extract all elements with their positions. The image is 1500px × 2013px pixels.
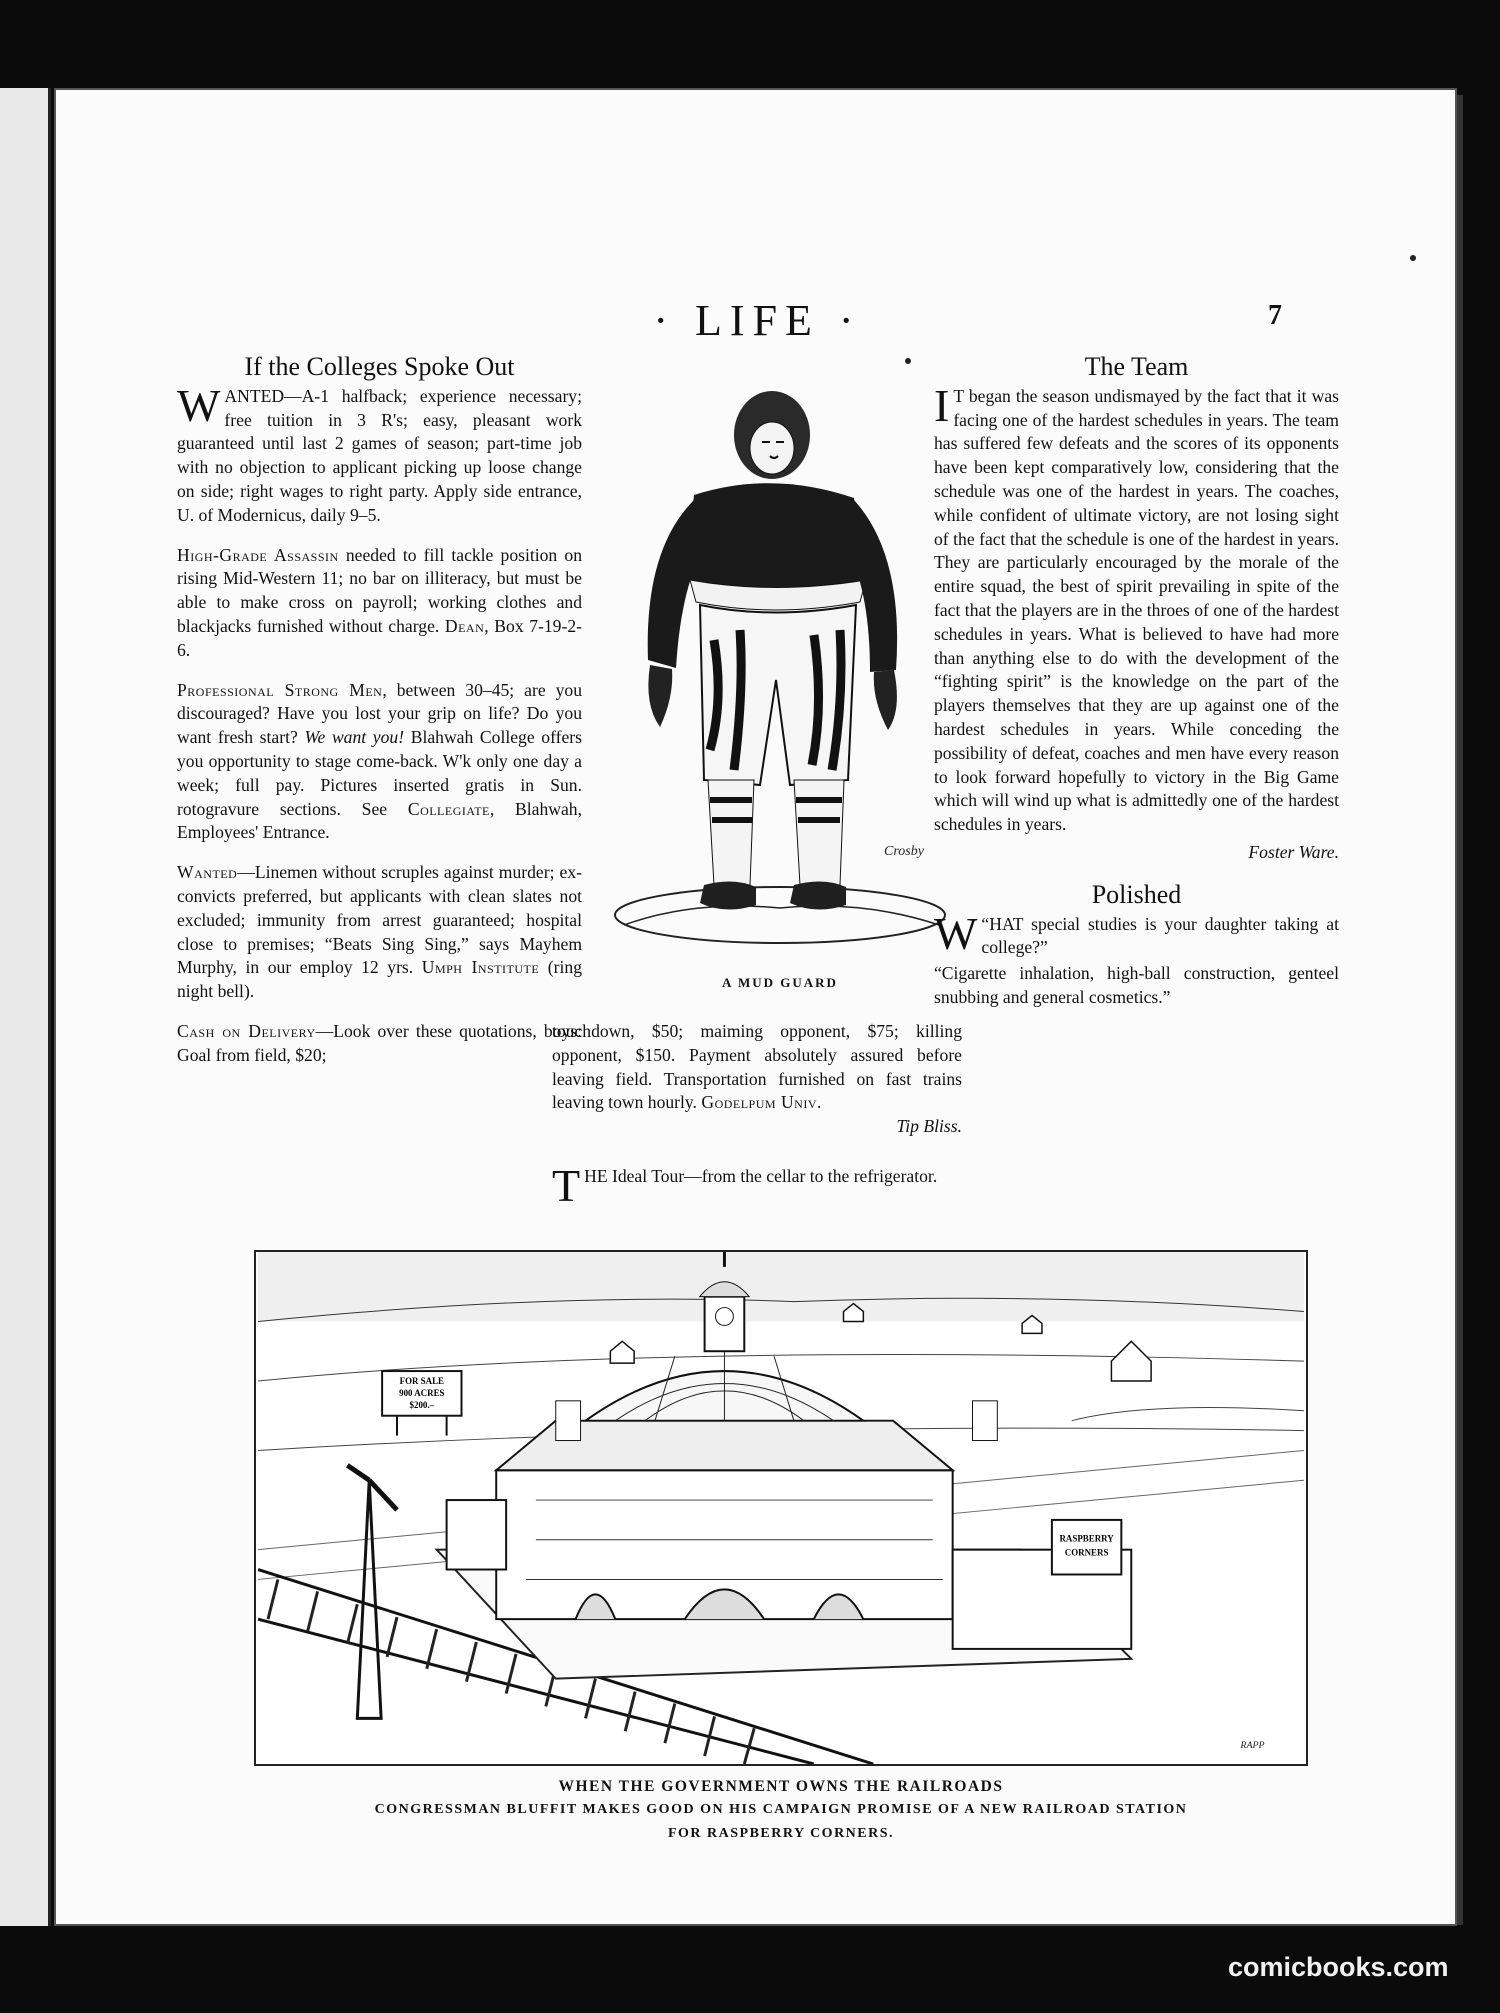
dropcap: W [177,379,221,431]
railroad-station-illustration [254,1250,1308,1766]
station-sign-line2: CORNERS [1064,1547,1109,1558]
ad-strongmen-text2: Blahwah College offers you opportunity to stage come-back. W'k only one day a week; full pay. Pictures inserted gratis in Sun. rotogravure sections. See [177,727,583,819]
polished-answer: “Cigarette inhalation, high-ball construction, genteel snubbing and general cosmetics.” [934,963,1339,1007]
masthead: · LIFE · [653,296,862,345]
dropcap: I [934,379,950,431]
page-number: 7 [1268,300,1282,331]
ad-strongmen-sign: Collegiate [407,798,490,819]
foster-ware-author: Foster Ware. [1248,841,1339,862]
margin-dot [1410,255,1416,261]
svg-text:RAPP: RAPP [1240,1740,1265,1752]
cash-continuation [552,1020,962,1115]
railroad-caption-line2: CONGRESSMAN BLUFFIT MAKES GOOD ON HIS CAMPAIGN PROMISE OF A NEW RAILROAD STATION [374,1802,1188,1817]
ad-halfback-text: ANTED—A-1 halfback; experience necessary; free tuition in 3 R's; easy, pleasant work guaranteed until last 2 games of season; part-time job with no objection to applicant picking up loose change on side; right wages to right party. Apply side entrance, U. of Modernicus, daily 9–5. [177,385,582,525]
polished-question-text: HAT special studies is your daughter taking at college?” [981,913,1339,958]
mud-guard-caption: A MUD GUARD [722,975,838,990]
team-article [934,379,1339,837]
ad-assassin-lead: High-Grade Assassin [177,544,339,565]
svg-text:Crosby: Crosby [884,844,924,859]
ad-strongmen-italic: We want you! [304,727,405,748]
ad-linemen-sign: Umph Institute [421,957,540,978]
column-team [934,352,1339,1026]
ad-linemen-lead: Wanted [177,862,238,883]
ideal-tour-text: HE Ideal Tour—from the cellar to the refrigerator. [584,1165,938,1186]
dropcap: W [934,907,978,959]
ad-cash-lead: Cash on Delivery [177,1020,316,1041]
ad-assassin-tail: , Box 7-19-2-6. [177,615,582,660]
column-colleges-ads [177,352,583,1084]
margin-dot [905,358,911,364]
ad-linemen [177,861,582,1004]
ad-strongmen-text: , between 30–45; are you discouraged? Have you lost your grip on life? Do you want fresh start? [177,679,582,748]
heading-team: The Team [1084,352,1189,381]
ad-strongmen [177,679,582,846]
column-continuation [552,1020,962,1211]
ad-assassin-sign: Dean [444,615,485,636]
magazine-page [54,88,1457,1926]
for-sale-line1: FOR SALE [399,1375,444,1386]
ad-cash-text: —Look over these quotations, boys: Goal from field, $20; [177,1020,582,1065]
watermark: comicbooks.com [1228,1952,1449,1982]
ad-cash [177,1020,582,1068]
left-page-edge [0,88,51,1926]
ad-assassin-text: needed to fill tackle position on rising Mid-Western 11; no bar on illiteracy, but must be able to make cross on payroll; working clothes and blackjacks furnished without charge. [177,544,582,636]
ad-linemen-tail: (ring night bell). [177,957,582,1002]
polished-question [934,907,1339,961]
ad-strongmen-tail: , Blahwah, Employees' Entrance. [177,798,582,843]
railroad-caption-line3: FOR RASPBERRY CORNERS. [667,1826,895,1841]
polished-open-quote: “ [981,913,990,934]
heading-polished: Polished [1091,879,1182,909]
team-article-text: T began the season undismayed by the fact that it was facing one of the hardest schedules in years. The team has suffered few defeats and the scores of its opponents have been kept comparatively low, considering that the schedule was one of the hardest in years. The coaches, while confident of ultimate victory, are not losing sight of the fact that the schedule is one of the hardest in years. They are particularly encouraged by the morale of the entire squad, the best of spirit prevailing in spite of the fact that the players are in the throes of one of the hardest schedules in years. What is believed to have had more than anything else to do with the development of the “fighting spirit” is the knowledge on the part of the players themselves that they are up against one of the hardest schedules in years. While conceding the possibility of defeat, coaches and men have every reason to look forward hopefully to victory in the Big Game which will wind up what is admittedly one of the hardest schedules in years. [934,385,1339,835]
cash-continuation-text: touchdown, $50; maiming opponent, $75; killing opponent, $150. Payment absolutely assured before leaving field. Transportation furnished on fast trains leaving town hourly. [552,1021,962,1113]
heading-colleges: If the Colleges Spoke Out [244,352,515,381]
station-sign-line1: RASPBERRY [1059,1533,1114,1544]
mud-guard-illustration [604,380,956,950]
ad-assassin [177,544,582,663]
railroad-caption-title: WHEN THE GOVERNMENT OWNS THE RAILROADS [558,1778,1004,1795]
ad-strongmen-lead: Professional Strong Men [177,679,383,700]
for-sale-line2: 900 ACRES [399,1387,445,1398]
for-sale-line3: $200.– [409,1399,435,1410]
ad-linemen-text: —Linemen without scruples against murder; ex-convicts preferred, but applicants with clean slates not excluded; immunity from arrest guaranteed; hospital close to premises; “Beats Sing Sing,” says Mayhem Murphy, in our employ 12 yrs. [177,862,582,978]
cash-sign: Godelpum Univ. [701,1092,822,1113]
page-shadow [1457,95,1463,1925]
ideal-tour [552,1159,962,1211]
ad-halfback [177,379,582,528]
dropcap: T [552,1159,581,1211]
tip-bliss-author: Tip Bliss. [896,1116,962,1137]
